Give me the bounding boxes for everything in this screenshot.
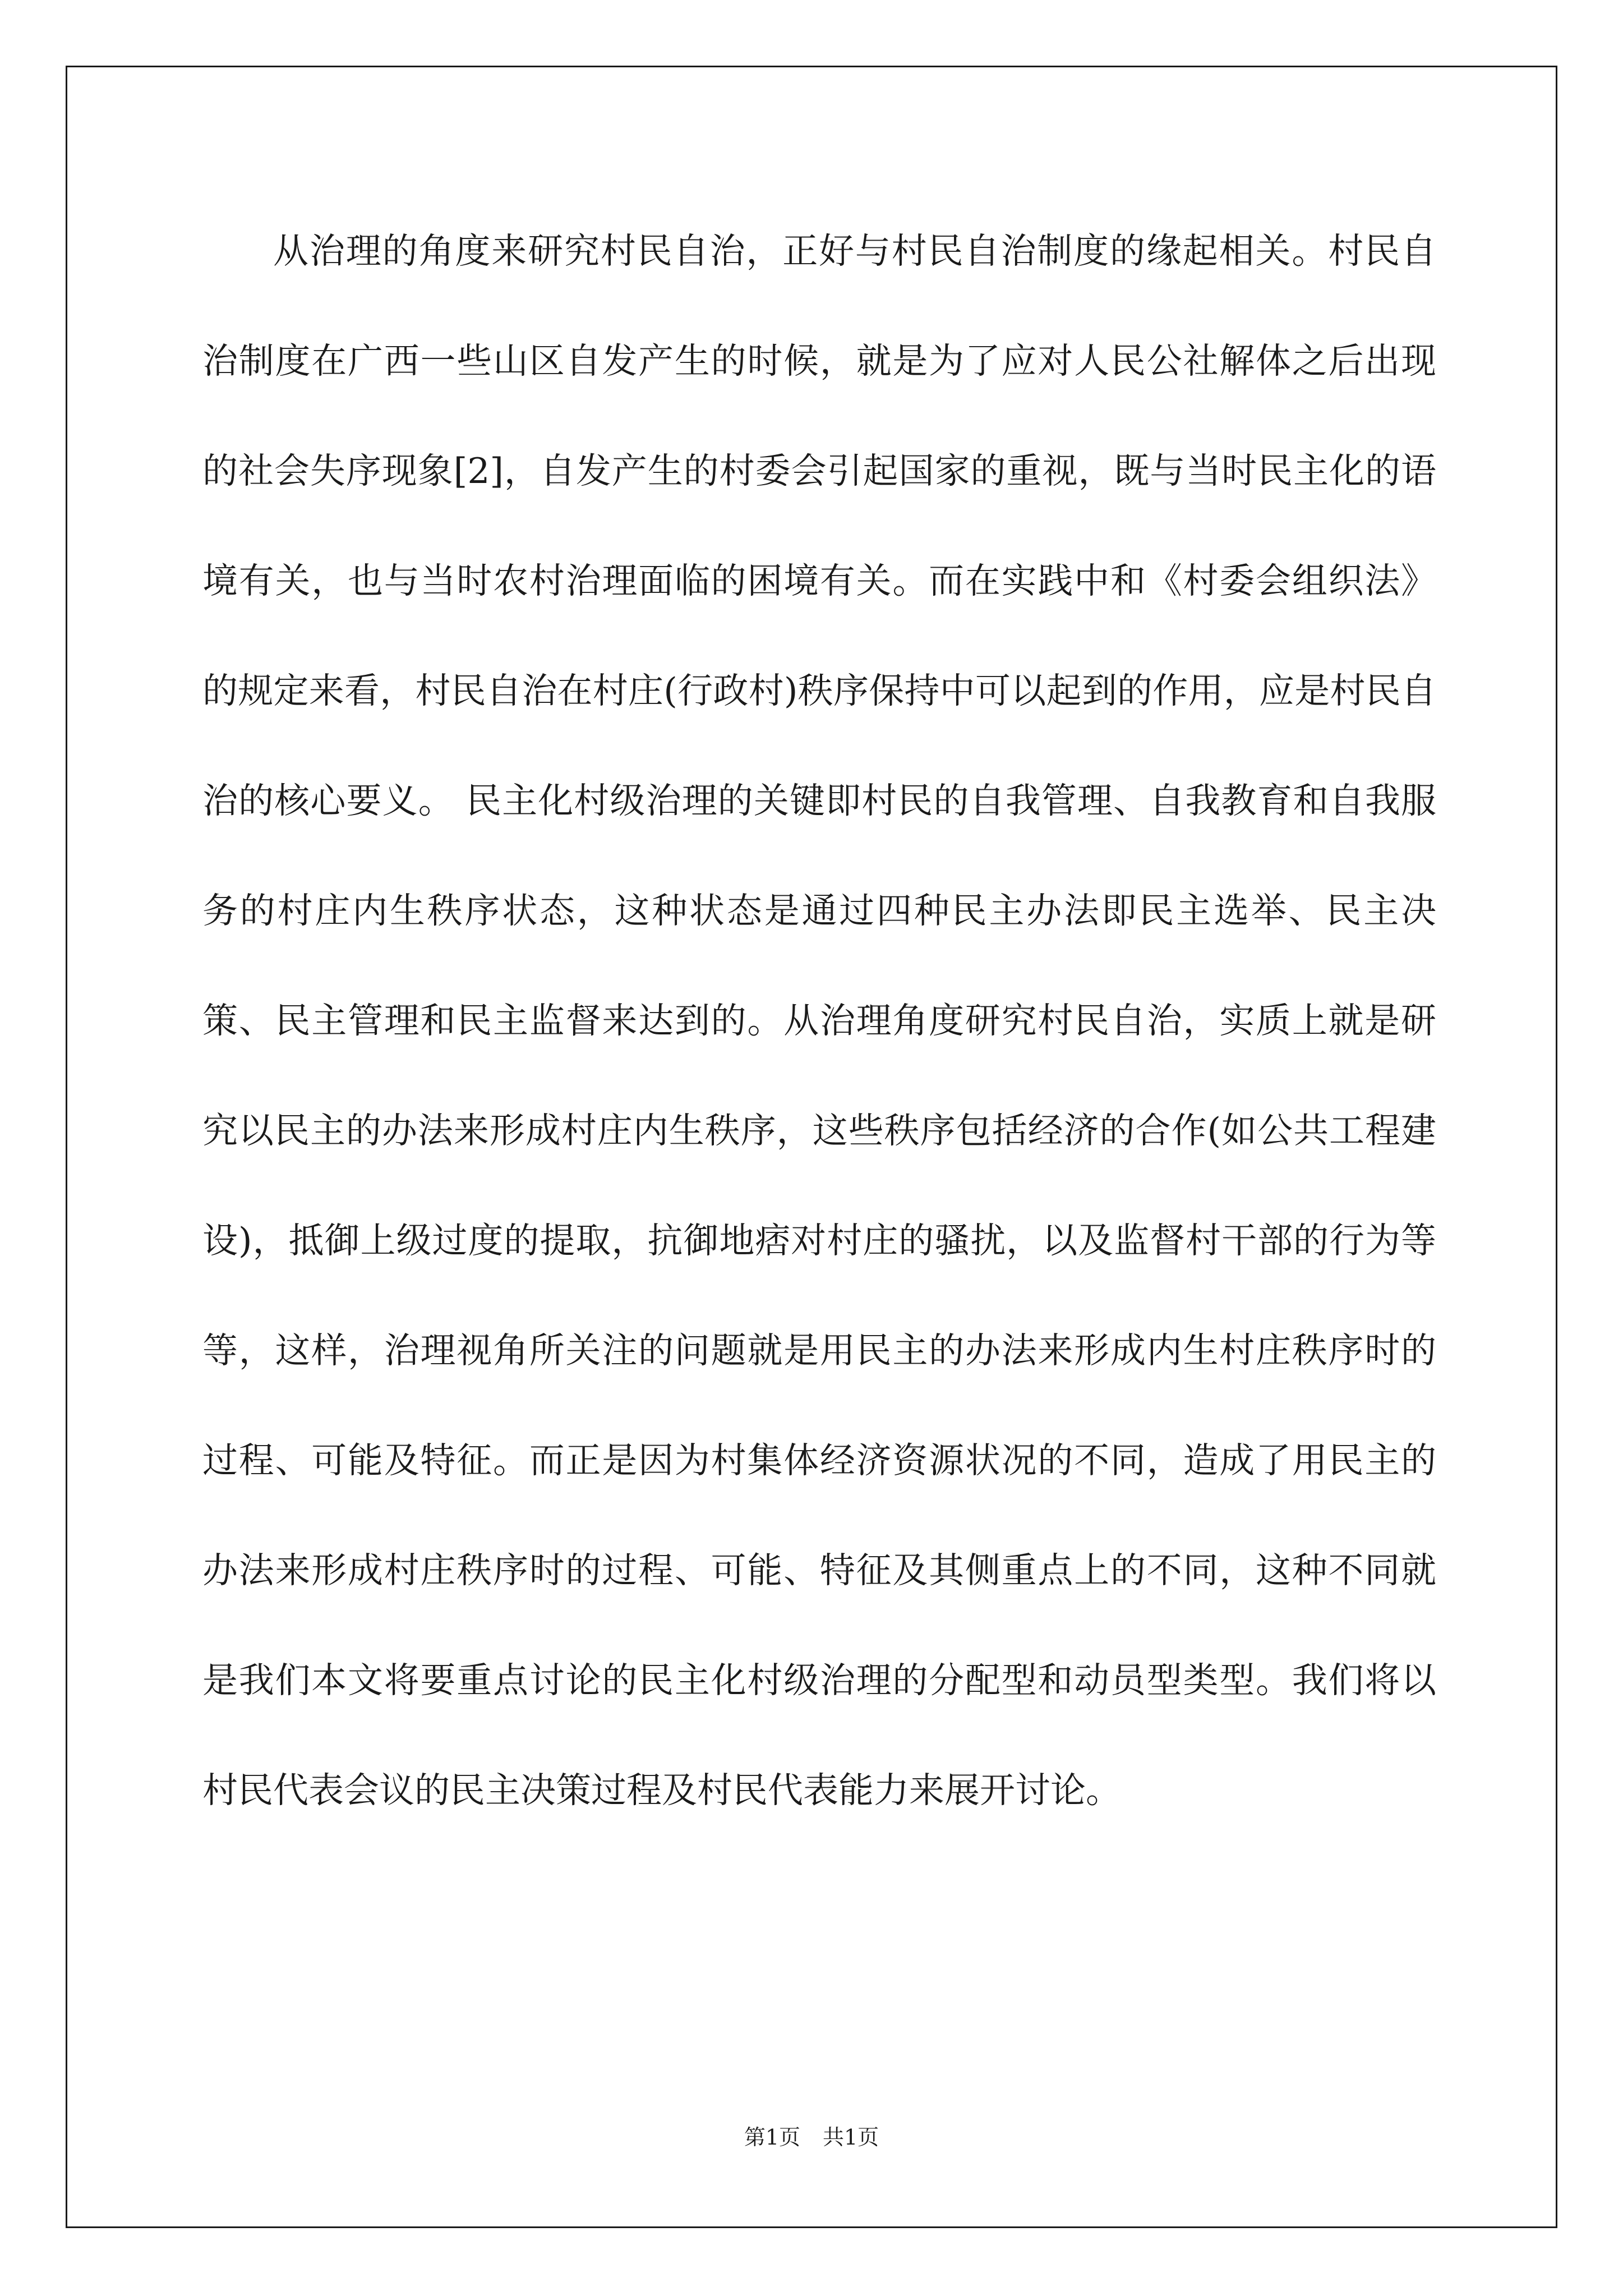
page-number: 第1页 xyxy=(744,2125,800,2150)
body-paragraph: 从治理的角度来研究村民自治，正好与村民自治制度的缘起相关。村民自治制度在广西一些山区自发产生的时候，就是为了应对人民公社解体之后出现的社会失序现象[2]，自发产生的村委会引起国家的重视，既与当时民主化的语境有关，也与当时农村治理面临的困境有关。而在实践中和《村委会组织法》的规定来看，村民自治在村庄(行政村)秩序保持中可以起到的作用，应是村民自治的核心要义。 民主化村级治理的关键即村民的自我管理、自我教育和自我服务的村庄内生秩序状态，这种状态是通过四种民主办法即民主选举、民主决策、民主管理和民主监督来达到的。从治理角度研究村民自治，实质上就是研究以民主的办法来形成村庄内生秩序，这些秩序包括经济的合作(如公共工程建设)，抵御上级过度的提取，抗御地痞对村庄的骚扰，以及监督村干部的行为等等，这样，治理视角所关注的问题就是用民主的办法来形成内生村庄秩序时的过程、可能及特征。而正是因为村集体经济资源状况的不同，造成了用民主的办法来形成村庄秩序时的过程、可能、特征及其侧重点上的不同，这种不同就是我们本文将要重点讨论的民主化村级治理的分配型和动员型类型。我们将以村民代表会议的民主决策过程及村民代表能力来展开讨论。 xyxy=(202,231,1436,1811)
page-footer xyxy=(0,2123,1623,2151)
page-total: 共1页 xyxy=(823,2125,879,2150)
